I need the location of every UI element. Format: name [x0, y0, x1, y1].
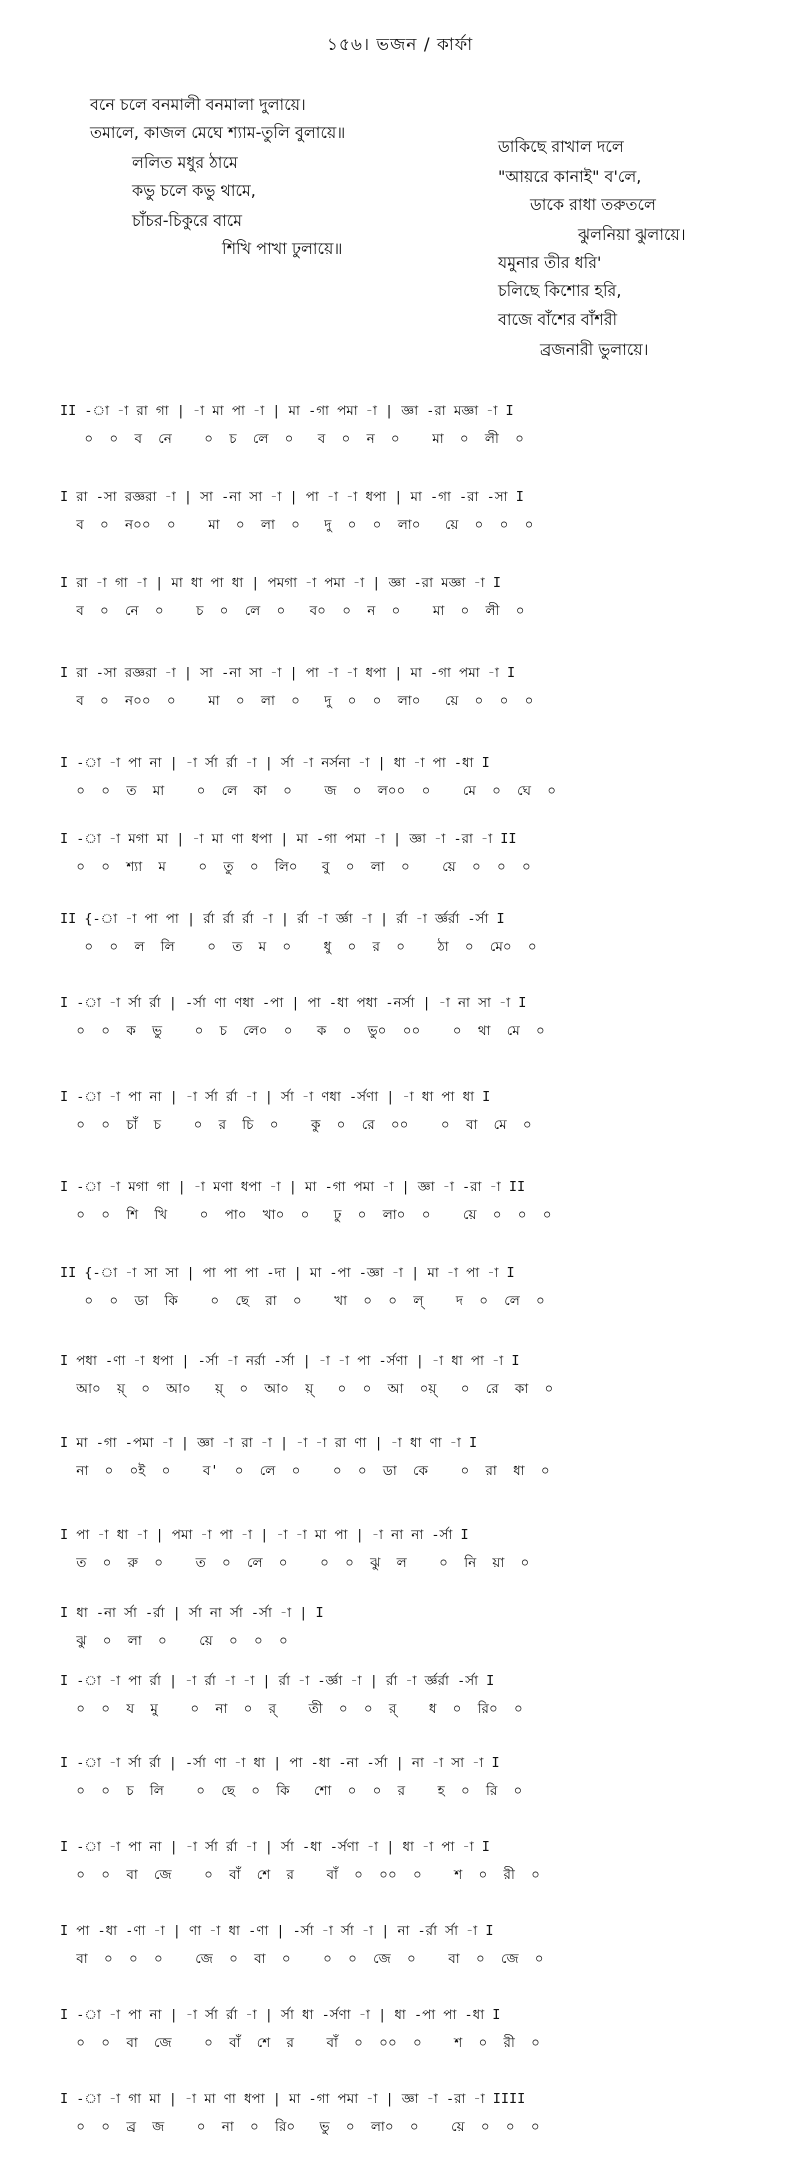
- lyric-line: ব ০ নে ০ চ ০ লে ০ ব০ ০ ন ০ মা ০ লী ০: [60, 603, 525, 619]
- poem-left-line: বনে চলে বনমালী বনমালা দুলায়ে।: [90, 95, 306, 114]
- swara-line: I ধা -না র্সা -র্রা | র্সা না র্সা -র্সা -া | I: [60, 1605, 324, 1621]
- swara-line: II -া -া রা গা | -া মা পা -া | মা -গা পমা -া | জ্ঞা -রা মজ্ঞা -া I: [60, 403, 514, 419]
- poem-right-line: ডাকিছে রাখাল দলে: [498, 137, 624, 156]
- lyric-line: ০ ০ য মু ০ না ০ র্ তী ০ ০ র্ ধ ০ রি০ ০: [60, 1701, 523, 1717]
- swara-line: I -া -া গা মা | -া মা ণা ধপা | মা -গা পমা -া | জ্ঞা -া -রা -া IIII: [60, 2091, 526, 2107]
- poem-left-line: চাঁচর-চিকুরে বামে: [132, 211, 243, 230]
- lyric-line: ০ ০ ব্র জ ০ না ০ রি০ ভু ০ লা০ ০ য়ে ০ ০ ০: [60, 2119, 540, 2135]
- lyric-line: ০ ০ ডা কি ০ ছে রা ০ খা ০ ০ ল্ দ ০ লে ০: [60, 1293, 545, 1309]
- poem-left-line: শিখি পাখা ঢুলায়ে॥: [222, 239, 343, 258]
- swara-line: I রা -সা রজ্ঞরা -া | সা -না সা -া | পা -া -া ধপা | মা -গা পমা -া I: [60, 665, 516, 681]
- lyric-line: ০ ০ চাঁ চ ০ র চি ০ কু ০ রে ০০ ০ বা মে ০: [60, 1117, 532, 1133]
- swara-line: I পধা -ণা -া ধপা | -র্সা -া নর্রা -র্সা | -া -া পা -র্সণা | -া ধা পা -া I: [60, 1353, 520, 1369]
- poem-right-line: "আয়রে কানাই" ব'লে,: [498, 167, 642, 186]
- swara-line: I মা -গা -পমা -া | জ্ঞা -া রা -া | -া -া রা ণা | -া ধা ণা -া I: [60, 1435, 478, 1451]
- lyric-line: ত ০ রু ০ ত ০ লে ০ ০ ০ ঝু ল ০ নি য়া ০: [60, 1555, 530, 1571]
- lyric-line: ০ ০ ত মা ০ লে কা ০ জ ০ ল০০ ০ মে ০ ঘে ০: [60, 783, 556, 799]
- poem-right-line: যমুনার তীর ধরি': [498, 253, 602, 272]
- lyric-line: ০ ০ চ লি ০ ছে ০ কি শো ০ ০ র হ ০ রি ০: [60, 1783, 523, 1799]
- swara-line: I -া -া র্সা র্রা | -র্সা ণা -া ধা | পা -ধা -না -র্সা | না -া সা -া I: [60, 1755, 500, 1771]
- swara-line: I -া -া মগা গা | -া মণা ধপা -া | মা -গা পমা -া | জ্ঞা -া -রা -া II: [60, 1179, 526, 1195]
- swara-line: I -া -া পা না | -া র্সা র্রা -া | র্সা -া নর্সনা -া | ধা -া পা -ধা I: [60, 755, 490, 771]
- swara-line: I -া -া পা না | -া র্সা র্রা -া | র্সা -া ণধা -র্সণা | -া ধা পা ধা I: [60, 1089, 491, 1105]
- lyric-line: ০ ০ ব নে ০ চ লে ০ ব ০ ন ০ মা ০ লী ০: [60, 431, 524, 447]
- poem-right-line: চলিছে কিশোর হরি,: [498, 281, 622, 300]
- swara-line: II {-া -া সা সা | পা পা পা -দা | মা -পা -জ্ঞা -া | মা -া পা -া I: [60, 1265, 515, 1281]
- lyric-line: বা ০ ০ ০ জে ০ বা ০ ০ ০ জে ০ বা ০ জে ০: [60, 1951, 544, 1967]
- lyric-line: ০ ০ বা জে ০ বাঁ শে র বাঁ ০ ০০ ০ শ ০ রী ০: [60, 1867, 540, 1883]
- poem-right-line: বাজে বাঁশের বাঁশরী: [498, 310, 618, 329]
- lyric-line: ০ ০ শ্যা ম ০ তু ০ লি০ বু ০ লা ০ য়ে ০ ০ ০: [60, 859, 531, 875]
- lyric-line: আ০ য়্ ০ আ০ য়্ ০ আ০ য়্ ০ ০ আ ০য়্ ০ রে কা ০: [60, 1381, 554, 1397]
- poem-left-line: তমালে, কাজল মেঘে শ্যাম-তুলি বুলায়ে॥: [90, 123, 346, 142]
- swara-line: I -া -া মগা মা | -া মা ণা ধপা | মা -গা পমা -া | জ্ঞা -া -রা -া II: [60, 831, 517, 847]
- swara-line: I -া -া পা না | -া র্সা র্রা -া | র্সা -ধা -র্সণা -া | ধা -া পা -া I: [60, 1839, 490, 1855]
- lyric-line: না ০ ০ই ০ ব' ০ লে ০ ০ ০ ডা কে ০ রা ধা ০: [60, 1463, 550, 1479]
- lyric-line: ০ ০ বা জে ০ বাঁ শে র বাঁ ০ ০০ ০ শ ০ রী ০: [60, 2035, 540, 2051]
- swara-line: I পা -ধা -ণা -া | ণা -া ধা -ণা | -র্সা -া র্সা -া | না -র্রা র্সা -া I: [60, 1923, 494, 1939]
- swara-line: I রা -া গা -া | মা ধা পা ধা | পমগা -া পমা -া | জ্ঞা -রা মজ্ঞা -া I: [60, 575, 501, 591]
- swara-line: I -া -া পা না | -া র্সা র্রা -া | র্সা ধা -র্সণা -া | ধা -পা পা -ধা I: [60, 2007, 501, 2023]
- swara-line: I -া -া পা র্রা | -া র্রা -া -া | র্রা -া -র্জ্ঞা -া | র্রা -া র্জ্ঞর্রা -র্সা I: [60, 1673, 495, 1689]
- poem-left-line: কভু চলে কভু থামে,: [132, 181, 256, 200]
- poem-right-line: ঝুলনিয়া ঝুলায়ে।: [578, 225, 686, 244]
- poem-right-line: ডাকে রাধা তরুতলে: [530, 195, 656, 214]
- lyric-line: ব ০ ন০০ ০ মা ০ লা ০ দু ০ ০ লা০ য়ে ০ ০ ০: [60, 517, 534, 533]
- swara-line: I -া -া র্সা র্রা | -র্সা ণা ণধা -পা | পা -ধা পধা -নর্সা | -া না সা -া I: [60, 995, 527, 1011]
- lyric-line: ০ ০ ক ভু ০ চ লে০ ০ ক ০ ভু০ ০০ ০ থা মে ০: [60, 1023, 545, 1039]
- lyric-line: ঝু ০ লা ০ য়ে ০ ০ ০: [60, 1633, 288, 1649]
- lyric-line: ০ ০ শি খি ০ পা০ খা০ ০ ঢু ০ লা০ ০ য়ে ০ ০ ০: [60, 1207, 552, 1223]
- lyric-line: ০ ০ ল লি ০ ত ম ০ ধু ০ র ০ ঠা ০ মে০ ০: [60, 939, 537, 955]
- lyric-line: ব ০ ন০০ ০ মা ০ লা ০ দু ০ ০ লা০ য়ে ০ ০ ০: [60, 693, 534, 709]
- song-title: ১৫৬। ভজন / কার্ফা: [326, 35, 474, 55]
- swara-line: I রা -সা রজ্ঞরা -া | সা -না সা -া | পা -া -া ধপা | মা -গা -রা -সা I: [60, 489, 524, 505]
- poem-right-line: ব্রজনারী ভুলায়ে।: [540, 340, 649, 359]
- poem-left-line: ললিত মধুর ঠামে: [132, 153, 238, 172]
- swara-line: I পা -া ধা -া | পমা -া পা -া | -া -া মা পা | -া না না -র্সা I: [60, 1527, 469, 1543]
- swara-line: II {-া -া পা পা | র্রা র্রা র্রা -া | র্রা -া র্জ্ঞা -া | র্রা -া র্জ্ঞর্রা -র্সা I: [60, 911, 505, 927]
